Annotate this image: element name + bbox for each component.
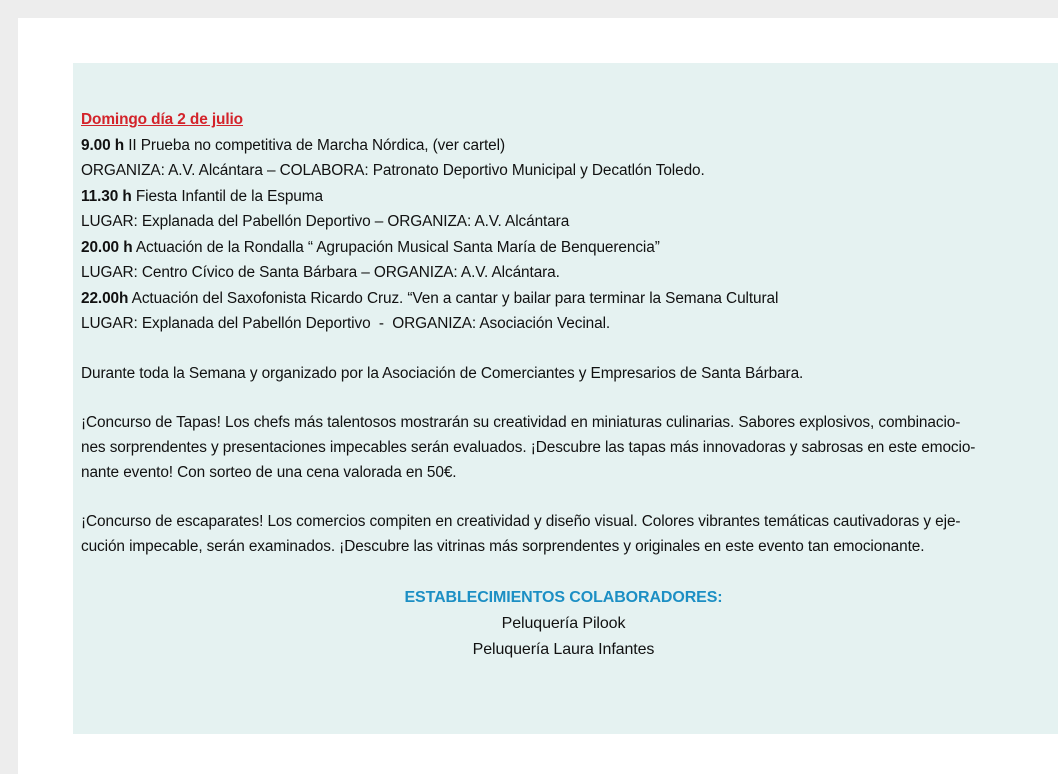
paragraph-line: nes sorprendentes y presentaciones impecables serán evaluados. ¡Descubre las tapas más innovadoras y sabrosas en este emocio- (81, 439, 976, 456)
event-text: II Prueba no competitiva de Marcha Nórdica, (ver cartel) (124, 136, 505, 154)
event-time: 20.00 h (81, 238, 133, 256)
event-detail: ORGANIZA: A.V. Alcántara – COLABORA: Patronato Deportivo Municipal y Decatlón Toledo. (81, 162, 705, 179)
date-heading: Domingo día 2 de julio (81, 111, 243, 128)
collaborators-title: ESTABLECIMIENTOS COLABORADORES: (404, 589, 723, 606)
spacer (81, 485, 1046, 509)
event-text: Actuación de la Rondalla “ Agrupación Musical Santa María de Benquerencia” (132, 238, 660, 256)
spacer (81, 337, 1046, 361)
escaparates-paragraph (81, 509, 1046, 559)
paragraph-line: ¡Concurso de Tapas! Los chefs más talentosos mostrarán su creatividad en miniaturas culinarias. Sabores explosivos, combinacio- (81, 414, 961, 431)
collaborator-item: Peluquería Laura Infantes (472, 641, 655, 658)
event-detail: LUGAR: Explanada del Pabellón Deportivo – ORGANIZA: A.V. Alcántara (81, 213, 570, 230)
spacer (81, 386, 1046, 410)
event-text: Fiesta Infantil de la Espuma (131, 187, 323, 205)
event-time: 11.30 h (81, 187, 132, 205)
event-line (81, 133, 1046, 159)
event-line (81, 184, 1046, 210)
event-detail: LUGAR: Centro Cívico de Santa Bárbara – ORGANIZA: A.V. Alcántara. (81, 264, 560, 281)
tapas-paragraph (81, 410, 1046, 485)
paragraph-line: ¡Concurso de escaparates! Los comercios compiten en creatividad y diseño visual. Colores vibrantes temáticas cautivadoras y eje- (81, 513, 961, 530)
paragraph-line: cución impecable, serán examinados. ¡Descubre las vitrinas más sorprendentes y originales en este evento tan emocionante. (81, 538, 925, 555)
event-time: 22.00h (81, 289, 129, 307)
event-time: 9.00 h (81, 136, 125, 154)
intro-paragraph: Durante toda la Semana y organizado por la Asociación de Comerciantes y Empresarios de Santa Bárbara. (81, 364, 804, 382)
paragraph-line: nante evento! Con sorteo de una cena valorada en 50€. (81, 464, 457, 481)
collaborator-item: Peluquería Pilook (501, 615, 626, 632)
event-line (81, 286, 1046, 312)
event-detail: LUGAR: Explanada del Pabellón Deportivo - ORGANIZA: Asociación Vecinal. (81, 315, 611, 332)
event-line (81, 235, 1046, 261)
program-panel (73, 63, 1058, 734)
event-text: Actuación del Saxofonista Ricardo Cruz. “Ven a cantar y bailar para terminar la Semana Cultural (128, 289, 779, 307)
